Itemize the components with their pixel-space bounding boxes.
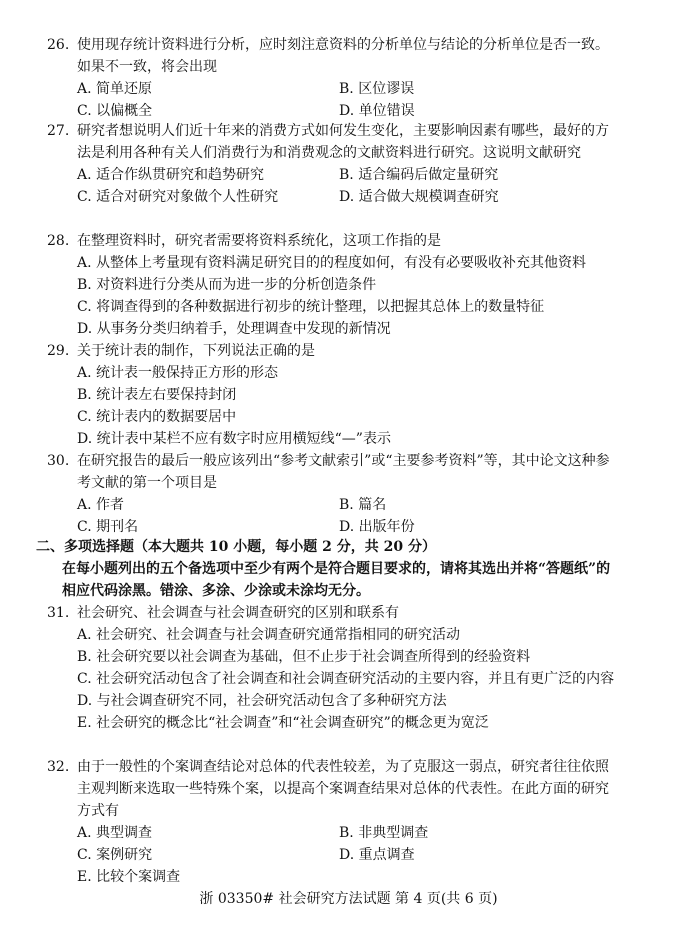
option-c: C. 以偏概全 — [77, 103, 153, 119]
question-number: 31. — [47, 605, 70, 621]
question-number: 32. — [47, 759, 70, 775]
page-footer: 浙 03350# 社会研究方法试题 第 4 页(共 6 页) — [199, 891, 498, 907]
question-number: 30. — [47, 453, 70, 469]
option-d: D. 统计表中某栏不应有数字时应用横短线“—”表示 — [77, 431, 391, 447]
option-e: E. 比较个案调查 — [77, 869, 181, 885]
question-stem: 研究者想说明人们近十年来的消费方式如何发生变化，主要影响因素有哪些，最好的方法是利用各种有关人们消费行为和消费观念的文献资料进行研究。这说明文献研究 — [77, 123, 609, 161]
question-29 — [47, 340, 622, 450]
option-c: C. 适合对研究对象做个人性研究 — [77, 189, 279, 205]
question-26 — [47, 34, 622, 122]
option-c: C. 期刊名 — [77, 519, 139, 535]
question-28 — [47, 230, 622, 340]
option-d: D. 适合做大规模调查研究 — [339, 189, 499, 205]
option-e: E. 社会研究的概念比“社会调查”和“社会调查研究”的概念更为宽泛 — [77, 715, 489, 731]
option-a: A. 从整体上考量现有资料满足研究目的的程度如何，有没有必要吸收补充其他资料 — [77, 255, 587, 271]
option-b: B. 非典型调查 — [339, 825, 429, 841]
option-b: B. 篇名 — [339, 497, 387, 513]
question-30 — [47, 450, 622, 538]
question-31 — [47, 602, 622, 734]
question-number: 29. — [47, 343, 70, 359]
question-stem: 关于统计表的制作，下列说法正确的是 — [77, 343, 315, 359]
option-a: A. 社会研究、社会调查与社会调查研究通常指相同的研究活动 — [77, 627, 461, 643]
question-number: 26. — [47, 37, 70, 53]
option-c: C. 案例研究 — [77, 847, 153, 863]
option-b: B. 统计表左右要保持封闭 — [77, 387, 237, 403]
question-stem: 使用现存统计资料进行分析，应时刻注意资料的分析单位与结论的分析单位是否一致。如果不一致，将会出现 — [77, 37, 609, 75]
option-b: B. 对资料进行分类从而为进一步的分析创造条件 — [77, 277, 377, 293]
option-d: D. 单位错误 — [339, 103, 415, 119]
question-stem: 社会研究、社会调查与社会调查研究的区别和联系有 — [77, 605, 399, 621]
option-d: D. 重点调查 — [339, 847, 415, 863]
option-a: A. 适合作纵贯研究和趋势研究 — [77, 167, 265, 183]
section-heading: 二、多项选择题（本大题共 10 小题，每小题 2 分，共 20 分） — [36, 539, 436, 555]
question-stem: 由于一般性的个案调查结论对总体的代表性较差，为了克服这一弱点，研究者往往依照主观判断来选取一些特殊个案，以提高个案调查结果对总体的代表性。在此方面的研究方式有 — [77, 759, 609, 819]
option-d: D. 与社会调查研究不同，社会研究活动包含了多种研究方法 — [77, 693, 447, 709]
option-a: A. 统计表一般保持正方形的形态 — [77, 365, 279, 381]
option-b: B. 区位谬误 — [339, 81, 415, 97]
option-a: A. 作者 — [77, 497, 125, 513]
option-a: A. 典型调查 — [77, 825, 153, 841]
option-c: C. 统计表内的数据要居中 — [77, 409, 237, 425]
option-c: C. 社会研究活动包含了社会调查和社会调查研究活动的主要内容，并且有更广泛的内容 — [77, 671, 615, 687]
option-c: C. 将调查得到的各种数据进行初步的统计整理，以把握其总体上的数量特征 — [77, 299, 545, 315]
question-stem: 在整理资料时，研究者需要将资料系统化，这项工作指的是 — [77, 233, 441, 249]
option-d: D. 出版年份 — [339, 519, 415, 535]
question-32 — [47, 756, 622, 888]
option-a: A. 简单还原 — [77, 81, 153, 97]
option-b: B. 适合编码后做定量研究 — [339, 167, 499, 183]
question-stem: 在研究报告的最后一般应该列出“参考文献索引”或“主要参考资料”等，其中论文这种参考文献的第一个项目是 — [77, 453, 610, 491]
option-d: D. 从事务分类归纳着手，处理调查中发现的新情况 — [77, 321, 391, 337]
question-27 — [47, 120, 622, 208]
section-instruction: 在每小题列出的五个备选项中至少有两个是符合题目要求的，请将其选出并将“答题纸”的相应代码涂黑。错涂、多涂、少涂或未涂均无分。 — [62, 561, 611, 599]
question-number: 27. — [47, 123, 70, 139]
question-number: 28. — [47, 233, 70, 249]
option-b: B. 社会研究要以社会调查为基础，但不止步于社会调查所得到的经验资料 — [77, 649, 531, 665]
